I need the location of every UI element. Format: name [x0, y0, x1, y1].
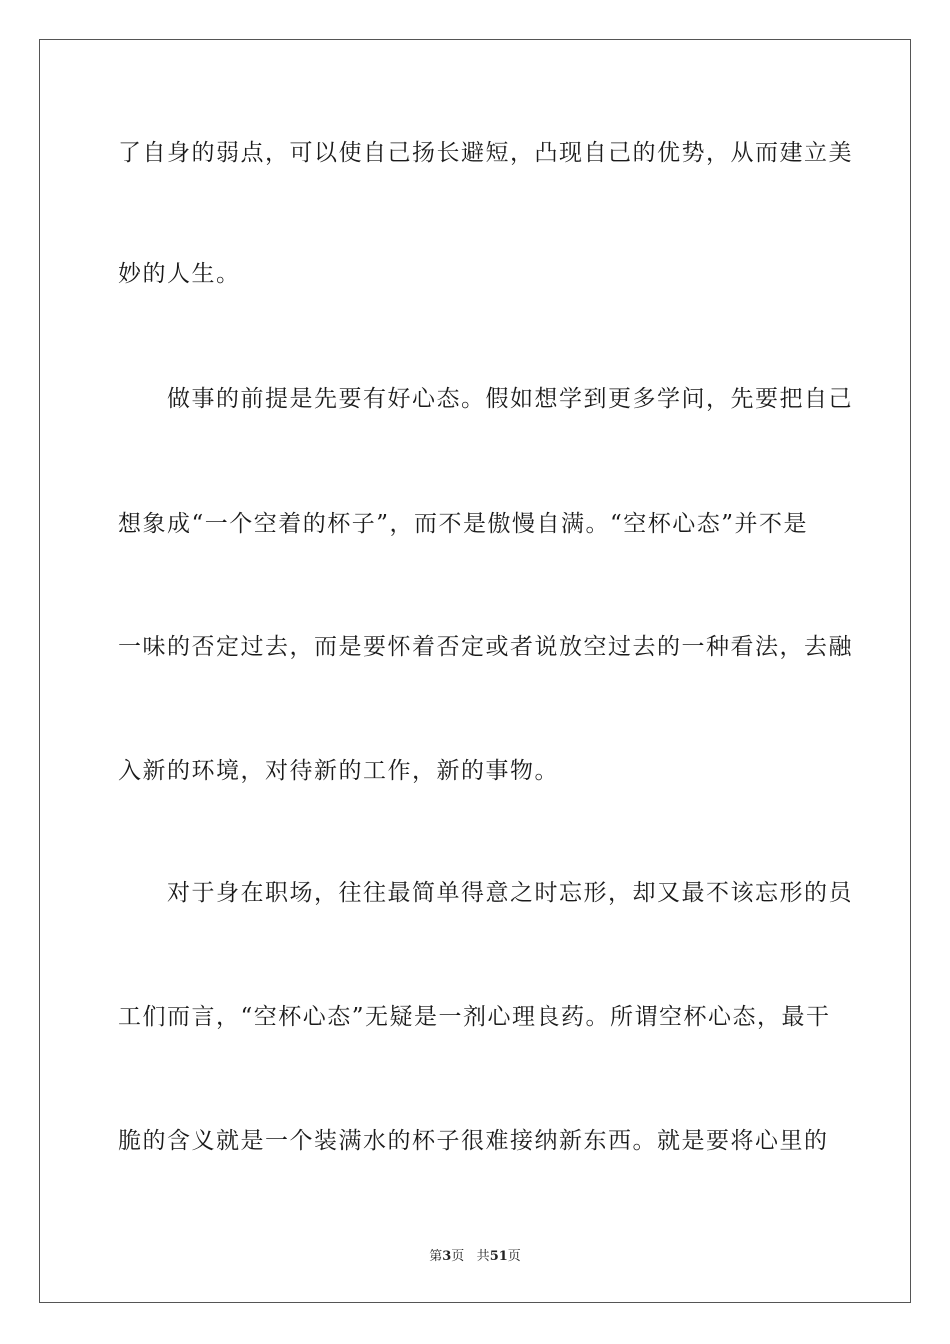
body-line-2: 妙的人生。 [118, 261, 241, 287]
footer-page-suffix: 页 [451, 1249, 465, 1264]
body-line-3: 做事的前提是先要有好心态。假如想学到更多学问，先要把自己 [118, 386, 853, 412]
footer-total-prefix: 共 [476, 1249, 490, 1264]
body-line-5: 一味的否定过去，而是要怀着否定或者说放空过去的一种看法，去融 [118, 634, 853, 660]
page-border [39, 39, 911, 1303]
footer-page-number: 3 [442, 1249, 452, 1264]
body-line-6: 入新的环境，对待新的工作，新的事物。 [118, 758, 559, 784]
body-line-7: 对于身在职场，往往最简单得意之时忘形，却又最不该忘形的员 [118, 880, 853, 906]
body-line-4: 想象成“一个空着的杯子”，而不是傲慢自满。“空杯心态”并不是 [118, 511, 809, 537]
body-line-8: 工们而言，“空杯心态”无疑是一剂心理良药。所谓空杯心态，最干 [118, 1004, 831, 1030]
page-footer [0, 1248, 950, 1266]
body-line-9: 脆的含义就是一个装满水的杯子很难接纳新东西。就是要将心里的 [118, 1128, 829, 1154]
body-line-1: 了自身的弱点，可以使自己扬长避短，凸现自己的优势，从而建立美 [118, 140, 853, 166]
footer-prefix: 第 [429, 1249, 443, 1264]
footer-total-pages: 51 [489, 1249, 508, 1264]
footer-total-suffix: 页 [507, 1249, 521, 1264]
